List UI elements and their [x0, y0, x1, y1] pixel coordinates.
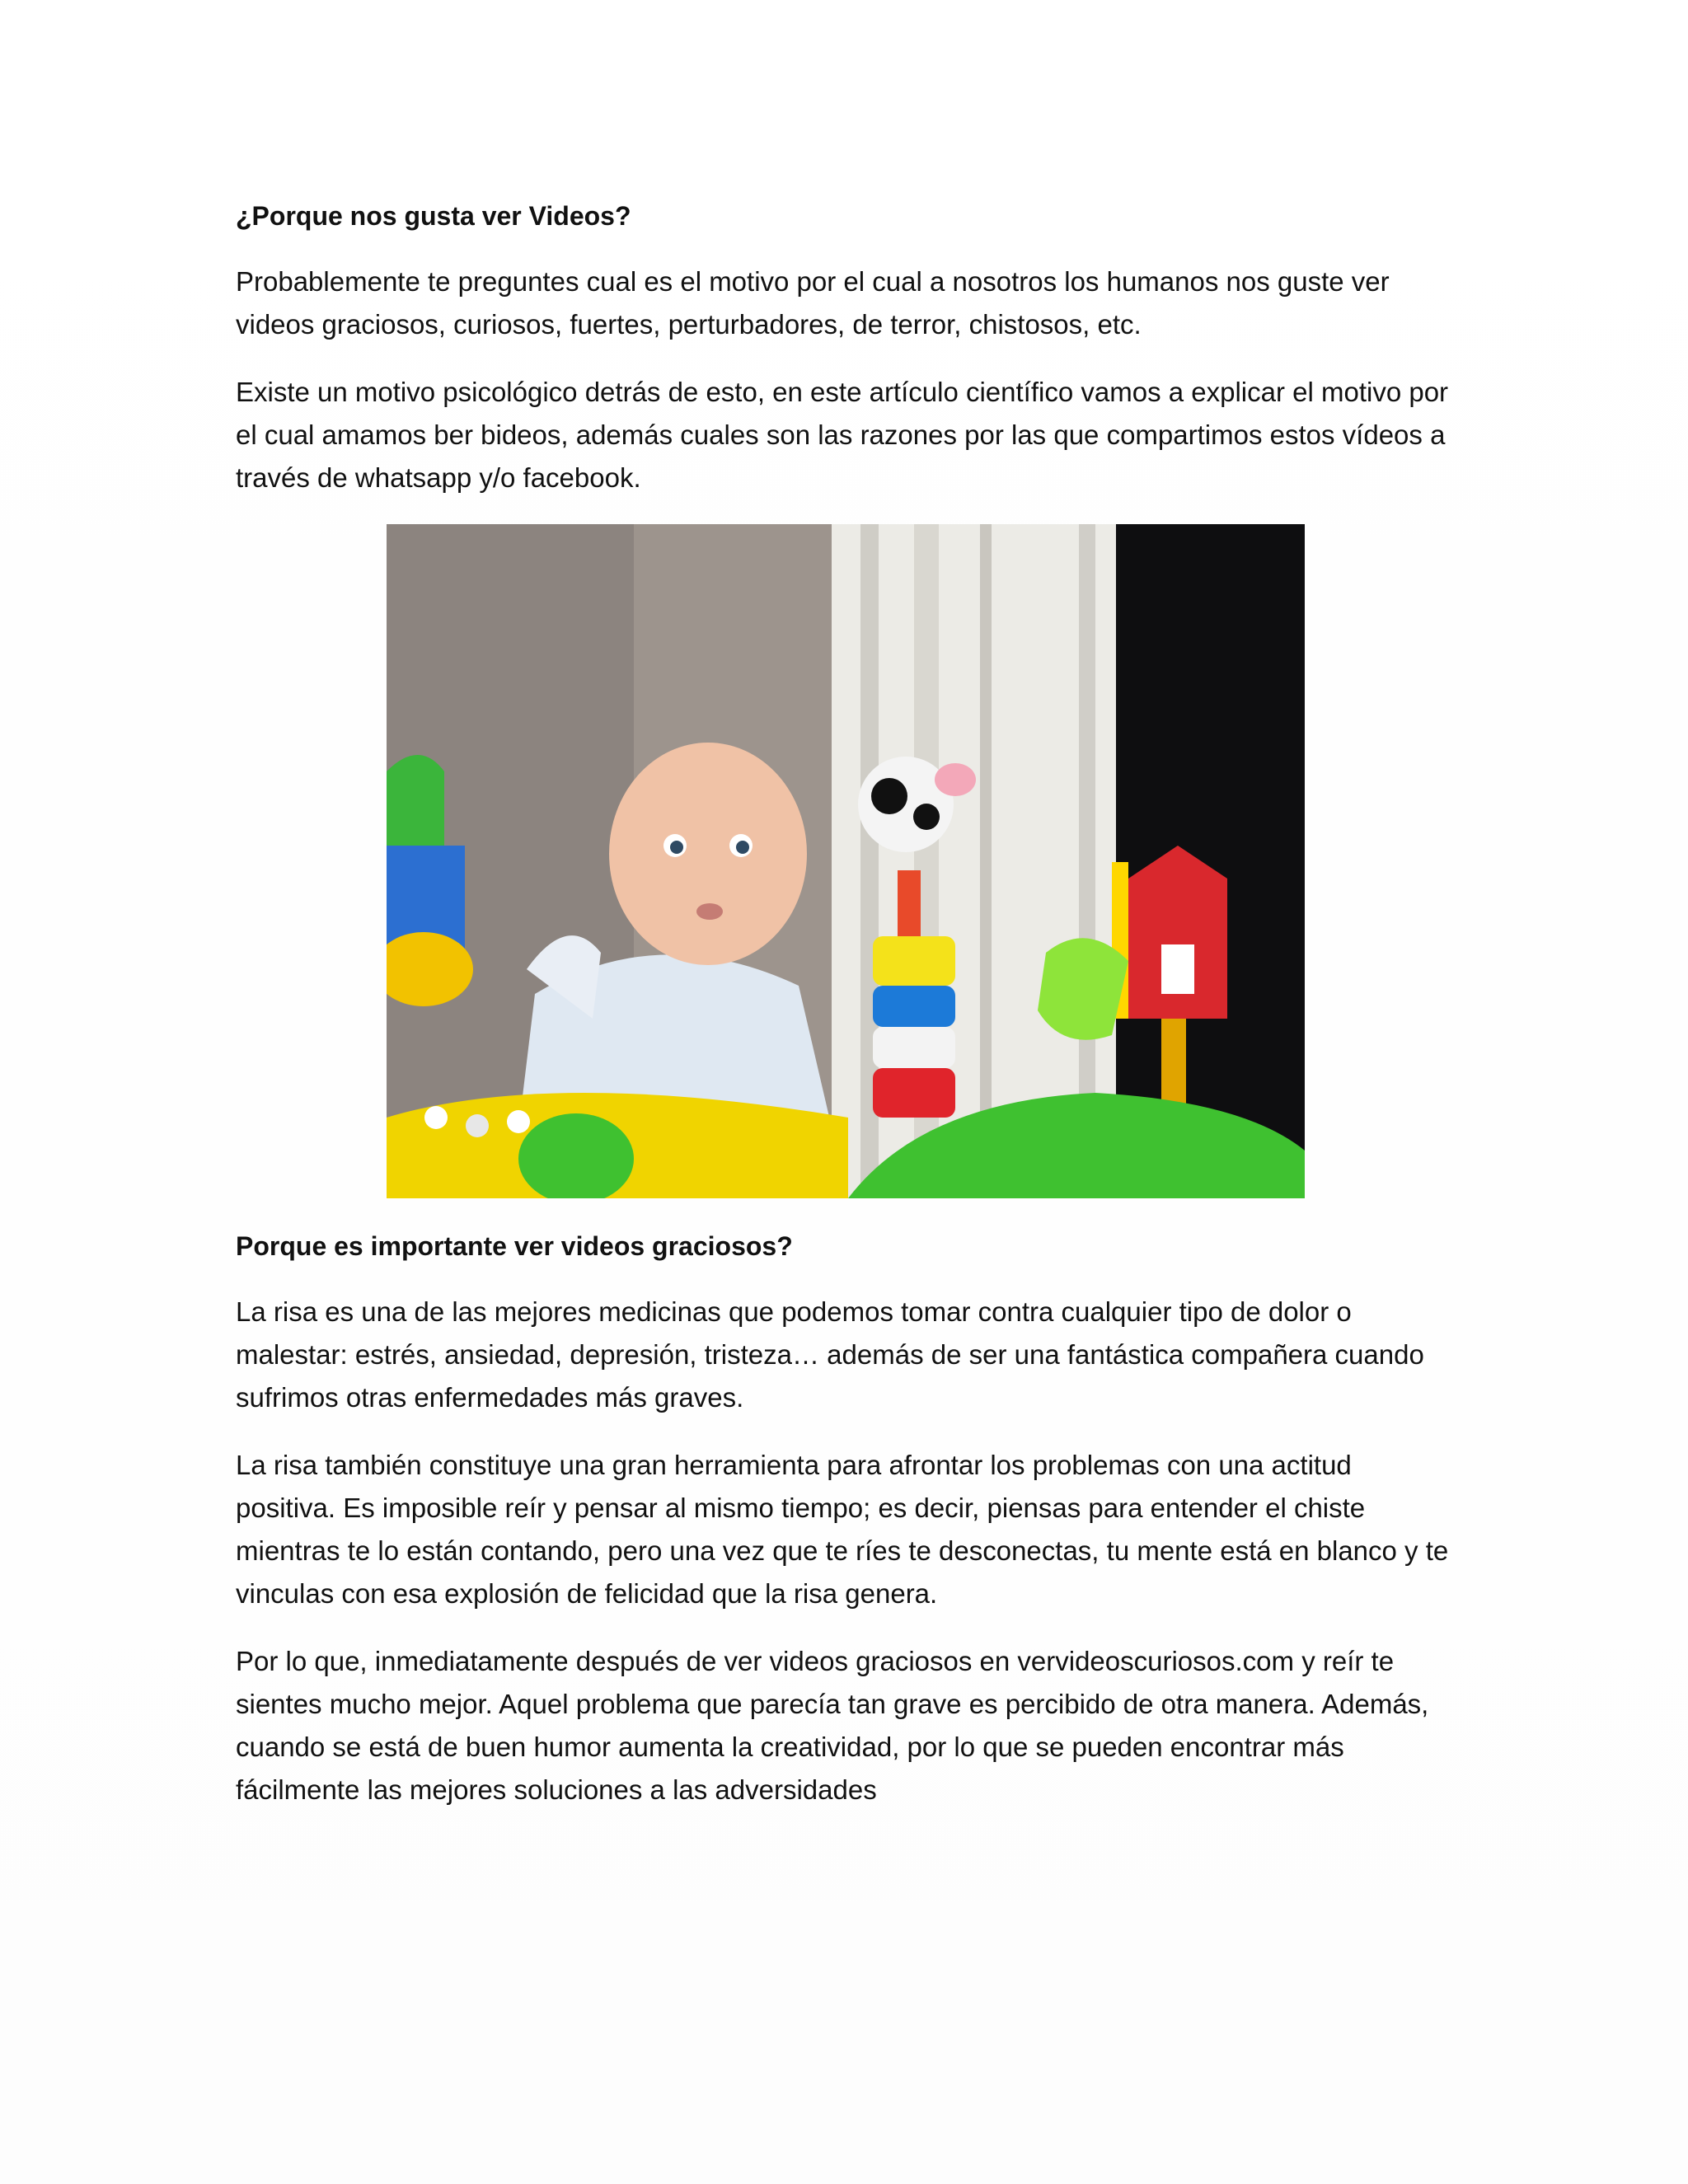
paragraph-laughter-tool: La risa también constituye una gran herramienta para afrontar los problemas con una actitud positiva. Es imposible reír y pensar al mismo tiempo; es decir, piensas para entender el chiste mientras te lo están contando, pero una vez que te ríes te desconectas, tu mente está en blanco y te vinculas con esa explosión de felicidad que la risa genera. [236, 1450, 1449, 1609]
baby-photo [387, 524, 1305, 1198]
baby-photo-illustration [387, 524, 1305, 1198]
paragraph-intro: Probablemente te preguntes cual es el motivo por el cual a nosotros los humanos nos guste ver videos graciosos, curiosos, fuertes, perturbadores, de terror, chistosos, etc. [236, 266, 1390, 340]
paragraph-psychological-reason: Existe un motivo psicológico detrás de esto, en este artículo científico vamos a explicar el motivo por el cual amamos ber bideos, además cuales son las razones por las que compartimos estos vídeos a través de whatsapp y/o facebook. [236, 377, 1449, 493]
paragraph-laughter-medicine: La risa es una de las mejores medicinas que podemos tomar contra cualquier tipo de dolor o malestar: estrés, ansiedad, depresión, tristeza… además de ser una fantástica compañera cuando sufrimos otras enfermedades más graves. [236, 1296, 1424, 1413]
paragraph-after-watching: Por lo que, inmediatamente después de ver videos graciosos en vervideoscuriosos.com y reír te sientes mucho mejor. Aquel problema que parecía tan grave es percibido de otra manera. Además, cuando se está de buen humor aumenta la creatividad, por lo que se pueden encontrar más fácilmente las mejores soluciones a las adversidades [236, 1646, 1429, 1805]
heading-why-important: Porque es importante ver videos graciosos? [236, 1231, 793, 1261]
article-body [236, 196, 1456, 1836]
heading-why-watch-videos: ¿Porque nos gusta ver Videos? [236, 201, 631, 231]
